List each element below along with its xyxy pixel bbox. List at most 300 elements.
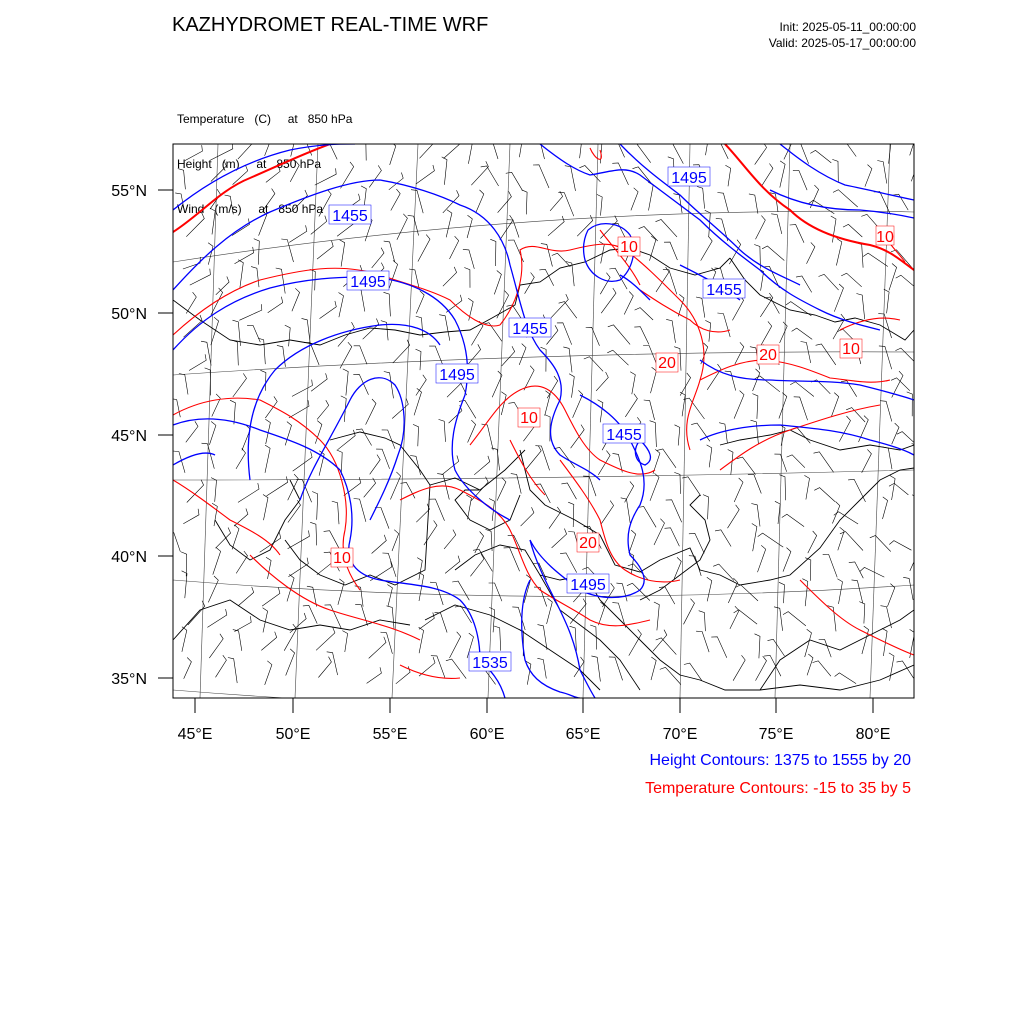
wind-barb [565, 166, 576, 191]
wind-barb [666, 500, 682, 522]
wind-barb [691, 423, 710, 441]
wind-barb [171, 399, 181, 418]
lat-label: 50°N [111, 306, 147, 323]
wind-barb [397, 214, 408, 240]
wind-barb [292, 288, 300, 311]
wind-barb [807, 654, 813, 675]
wind-barb [774, 454, 786, 472]
wind-barb [707, 364, 721, 390]
wind-barb [804, 475, 809, 499]
wind-barb [563, 347, 572, 373]
wind-barb [889, 483, 908, 495]
wind-barb [611, 140, 625, 157]
wind-barb [502, 346, 515, 366]
wind-barb [755, 634, 761, 659]
wind-barb [719, 423, 727, 443]
wind-barb [654, 602, 659, 630]
wind-barb [674, 557, 681, 579]
wind-barb [836, 239, 841, 266]
wind-barb [417, 558, 422, 580]
wind-barb [445, 556, 460, 574]
wind-barb [601, 288, 616, 313]
wind-barb [181, 552, 187, 576]
wind-barb [774, 607, 783, 631]
wind-barb [780, 322, 788, 343]
wind-barb [182, 627, 187, 652]
height-contour-label: 1495 [570, 577, 606, 594]
wind-barb [285, 422, 291, 446]
wind-barb [238, 260, 243, 288]
height-contour-label: 1455 [332, 208, 368, 225]
wind-barb [735, 585, 758, 601]
wind-barb [324, 531, 339, 548]
wind-barb [834, 284, 843, 312]
wind-barb [524, 575, 531, 603]
wind-barb [638, 507, 656, 528]
wind-barb [521, 507, 534, 526]
wind-barb [635, 308, 654, 320]
wind-barb [444, 136, 463, 159]
wind-barb [189, 354, 206, 370]
field-temperature: Temperature (C) at 850 hPa [177, 112, 353, 126]
wind-barb [699, 611, 706, 631]
wind-barb [862, 626, 869, 654]
wind-barb [286, 649, 295, 676]
wind-barb [376, 449, 390, 469]
wind-barb [771, 214, 782, 234]
height-contour-label: 1455 [706, 282, 742, 299]
wind-barb [201, 341, 211, 365]
wind-barb [656, 638, 677, 655]
wind-barb [372, 535, 387, 554]
wind-barb [342, 631, 347, 652]
wind-barb [522, 190, 528, 215]
wind-barb [561, 483, 576, 499]
wind-barb [443, 267, 457, 286]
wind-barb [340, 240, 345, 267]
field-height: Height (m) at 850 hPa [177, 157, 322, 171]
wind-barb [551, 294, 568, 318]
wind-barb [238, 483, 259, 502]
temperature-contour-label: 10 [842, 341, 860, 358]
wind-barb [262, 588, 280, 607]
lon-label: 50°E [275, 726, 311, 743]
wind-barb [254, 239, 259, 265]
temperature-contour-label: 10 [333, 550, 351, 567]
wind-barb [290, 161, 299, 182]
wind-barb [318, 657, 331, 678]
wind-barb [537, 658, 546, 678]
wind-barb [267, 476, 288, 496]
wind-barb [384, 372, 394, 399]
wind-barb [758, 545, 766, 572]
wind-barb [339, 293, 344, 318]
wind-barb [852, 580, 863, 604]
wind-barb [656, 220, 678, 237]
wind-barb [208, 576, 218, 602]
wind-barb [312, 492, 318, 520]
lon-label: 60°E [469, 726, 505, 743]
field-wind: Wind (m/s) at 850 hPa [177, 202, 324, 216]
wind-barb [288, 500, 301, 522]
wind-barb [266, 557, 271, 579]
wind-barb [247, 326, 260, 343]
height-legend: Height Contours: 1375 to 1555 by 20 [649, 752, 911, 769]
wind-barb [355, 289, 365, 312]
wind-barb [485, 529, 492, 551]
wind-barb [889, 653, 894, 681]
temperature-legend: Temperature Contours: -15 to 35 by 5 [645, 780, 911, 797]
wind-barb [810, 150, 831, 163]
wind-barb [756, 216, 766, 240]
wind-barb [813, 661, 831, 676]
wind-barb [355, 604, 367, 625]
wind-barb [548, 216, 564, 236]
wind-barb [608, 325, 630, 345]
wind-barb [654, 519, 665, 545]
wind-barb [517, 136, 522, 158]
wind-barb [429, 499, 444, 521]
wind-barb [265, 661, 272, 685]
wind-barb [442, 157, 447, 185]
wind-barb [354, 346, 367, 365]
wind-barb [568, 502, 574, 527]
wind-barb [730, 606, 739, 629]
wind-barb [235, 247, 254, 264]
wind-barb [755, 143, 767, 165]
wind-barb [717, 193, 728, 213]
wind-barb [481, 166, 499, 186]
wind-barb [489, 607, 494, 632]
wind-barb [734, 391, 744, 419]
wind-barb [729, 240, 740, 264]
wind-barb [446, 210, 452, 238]
wind-barb [780, 161, 785, 188]
wind-barb [354, 499, 366, 522]
lat-label: 55°N [111, 183, 147, 200]
wind-barb [236, 448, 246, 469]
wind-barb [452, 581, 469, 600]
wind-barb [728, 505, 740, 528]
wind-barb [600, 273, 610, 295]
wind-barb [762, 246, 784, 261]
wind-barb [317, 400, 329, 419]
wind-barb [367, 667, 382, 683]
wind-barb [910, 545, 920, 571]
wind-barb [419, 613, 434, 630]
wind-barb [793, 171, 807, 191]
wind-barb [209, 634, 223, 658]
wind-barb [263, 608, 268, 633]
wind-barb [787, 455, 805, 468]
wind-barb [819, 274, 839, 290]
wind-barb [343, 369, 348, 396]
wind-barb [609, 268, 627, 289]
wind-barb [228, 658, 237, 684]
wind-barb [762, 164, 773, 187]
wind-barb [735, 342, 744, 364]
wind-barb [491, 448, 499, 471]
wind-barb [304, 343, 319, 365]
map-plot-area [168, 132, 928, 708]
wind-barb [464, 268, 470, 288]
wind-barb [755, 376, 780, 392]
wind-barb [446, 659, 466, 679]
wind-barb [837, 137, 857, 156]
wind-barb [232, 525, 239, 550]
wind-barb [184, 658, 192, 679]
wind-barb [764, 655, 781, 676]
height-contour-label: 1455 [512, 321, 548, 338]
wind-barb [429, 346, 443, 365]
temperature-contour-label: 20 [579, 535, 597, 552]
wind-barb [467, 141, 472, 164]
lon-label: 45°E [177, 726, 213, 743]
wind-barb [268, 297, 283, 313]
wind-barb [216, 655, 227, 677]
wind-barb [311, 216, 327, 235]
wind-barb [657, 449, 676, 468]
wind-barb [880, 401, 892, 422]
wind-barb [239, 304, 261, 320]
temperature-contour-label: 10 [876, 229, 894, 246]
wind-barb [897, 661, 914, 678]
wind-barb [360, 138, 366, 160]
wind-barb [790, 382, 814, 397]
wind-barb [369, 165, 381, 187]
wind-barb [831, 216, 836, 243]
wind-barb [424, 521, 437, 546]
wind-barb [338, 430, 356, 450]
valid-time: Valid: 2025-05-17_00:00:00 [768, 36, 916, 50]
wind-barb [489, 583, 502, 601]
wind-barb [911, 155, 919, 182]
wind-barb [382, 553, 396, 577]
wind-barb [889, 264, 897, 291]
wind-barb [186, 292, 196, 313]
wind-barb [783, 612, 806, 626]
lon-label: 75°E [758, 726, 794, 743]
wind-barb [389, 260, 397, 288]
wind-barb [703, 495, 709, 520]
wind-barb [533, 136, 544, 159]
wind-barb [675, 425, 680, 446]
wind-barb [183, 509, 199, 524]
wind-barb [862, 449, 872, 472]
wind-barb [289, 225, 307, 242]
wind-barb [667, 143, 684, 163]
wind-barb [569, 374, 574, 398]
wind-barb [535, 446, 549, 471]
wind-barb [356, 429, 372, 446]
wind-barb [557, 323, 572, 345]
wind-barb [627, 583, 650, 600]
latitude-labels [111, 183, 147, 688]
wind-barb [494, 271, 501, 295]
wind-barb [210, 208, 215, 234]
wind-barb [366, 399, 376, 425]
wind-barb [903, 577, 913, 600]
height-contour-label: 1535 [472, 655, 508, 672]
wind-barb [238, 136, 254, 159]
wind-barb [783, 548, 791, 572]
wind-barb [391, 189, 400, 210]
wind-barb [891, 378, 910, 391]
wind-barb [761, 321, 772, 345]
wind-barb [917, 290, 922, 317]
wind-barb [596, 372, 608, 391]
wind-barb [717, 313, 730, 337]
wind-barb [859, 602, 865, 624]
wind-barb [600, 216, 617, 239]
wind-barb [450, 632, 461, 658]
wind-barb [782, 514, 804, 526]
wind-barb [494, 626, 501, 651]
wind-barb [734, 610, 758, 624]
wind-barb [712, 137, 728, 159]
wind-barb [547, 376, 558, 398]
wind-barb [832, 502, 839, 524]
wind-barb [917, 606, 922, 633]
wind-barb [863, 253, 888, 266]
wind-barb [865, 165, 872, 187]
wind-barb [841, 273, 862, 287]
wind-barb [207, 609, 226, 627]
wind-barb [485, 137, 498, 160]
wind-barb [848, 479, 865, 502]
wind-barb [748, 475, 761, 494]
wind-barb [751, 420, 759, 444]
wind-barb [232, 340, 239, 365]
height-contour-label: 1495 [350, 274, 386, 291]
wind-barb [311, 373, 327, 391]
wind-barb [814, 452, 834, 473]
wind-barb [390, 472, 400, 500]
wind-barb [650, 473, 659, 501]
wind-barb [183, 257, 200, 269]
wind-barb [725, 165, 730, 186]
wind-barb [550, 191, 563, 211]
wind-barb [696, 297, 705, 318]
wind-barb [704, 132, 709, 156]
wind-barb [598, 400, 603, 423]
wind-barb [212, 394, 221, 417]
wind-barb [616, 583, 627, 601]
wind-barb [310, 522, 317, 545]
wind-barb [504, 548, 520, 572]
wind-barb [665, 528, 680, 546]
wind-barb [752, 524, 757, 552]
wind-barb [251, 267, 259, 288]
wind-barb [410, 456, 421, 475]
wind-barb [683, 398, 704, 419]
wind-barb [289, 400, 309, 418]
temperature-contour-label: 10 [520, 410, 538, 427]
wind-barb [571, 425, 585, 449]
wind-barb [293, 451, 312, 471]
wind-barb [316, 627, 335, 650]
wind-barb [538, 625, 548, 650]
lat-label: 35°N [111, 671, 147, 688]
wind-barb [408, 215, 419, 235]
wind-barb [833, 190, 858, 207]
wind-barb [678, 294, 684, 316]
wind-barb [545, 415, 551, 442]
wind-barb [643, 346, 657, 367]
wind-barb [559, 302, 577, 319]
wind-barb [915, 211, 923, 233]
wind-barb [886, 136, 891, 163]
wind-barb [779, 582, 785, 603]
wind-barb [705, 210, 711, 237]
wind-barb [838, 527, 844, 550]
height-contour-label: 1495 [671, 170, 707, 187]
wind-barb [808, 531, 817, 553]
wind-barb [552, 253, 571, 267]
wind-barb [879, 346, 892, 369]
wind-barb [291, 190, 307, 212]
temperature-contours [173, 144, 914, 678]
wind-barb [656, 267, 669, 292]
wind-barb [387, 585, 392, 606]
wind-barb [511, 474, 521, 494]
wind-barb [713, 564, 734, 581]
wind-barb [591, 656, 600, 682]
wind-barb [261, 632, 276, 651]
wind-barb [629, 629, 642, 655]
wind-barb [320, 301, 337, 319]
wind-barb [474, 456, 490, 475]
wind-barb [384, 241, 395, 262]
wind-barb [601, 501, 614, 525]
wind-barb [490, 239, 496, 266]
wind-barb [664, 242, 677, 260]
wind-barb [837, 579, 842, 604]
temperature-contour-label: 10 [620, 239, 638, 256]
wind-barb [607, 350, 628, 365]
wind-barb [389, 173, 403, 190]
wind-barb [598, 602, 605, 625]
wind-barb [558, 193, 574, 217]
wind-barb [186, 421, 198, 442]
wind-barb [265, 396, 277, 418]
wind-barb [443, 190, 459, 213]
wind-barb [878, 314, 891, 338]
wind-barb [466, 344, 480, 366]
wind-barb [573, 390, 583, 417]
wind-barb [281, 239, 293, 262]
wind-barb [435, 613, 448, 633]
wind-barb [752, 394, 758, 419]
wind-barb [856, 294, 864, 320]
wind-barb [213, 547, 221, 574]
wind-barb [315, 168, 336, 185]
height-contours [173, 144, 914, 698]
wind-barb [584, 357, 603, 372]
wind-barb [497, 478, 506, 501]
wind-barb [856, 243, 863, 268]
wind-barb [650, 421, 657, 447]
wind-barb [794, 397, 808, 420]
wind-barb [882, 447, 892, 469]
wind-barb [416, 349, 422, 370]
lon-label: 65°E [565, 726, 601, 743]
wind-barb [381, 321, 388, 341]
wind-barb [631, 188, 638, 211]
temperature-contour-label: 20 [658, 355, 676, 372]
wind-barb [276, 268, 286, 294]
wind-barb [541, 244, 553, 267]
